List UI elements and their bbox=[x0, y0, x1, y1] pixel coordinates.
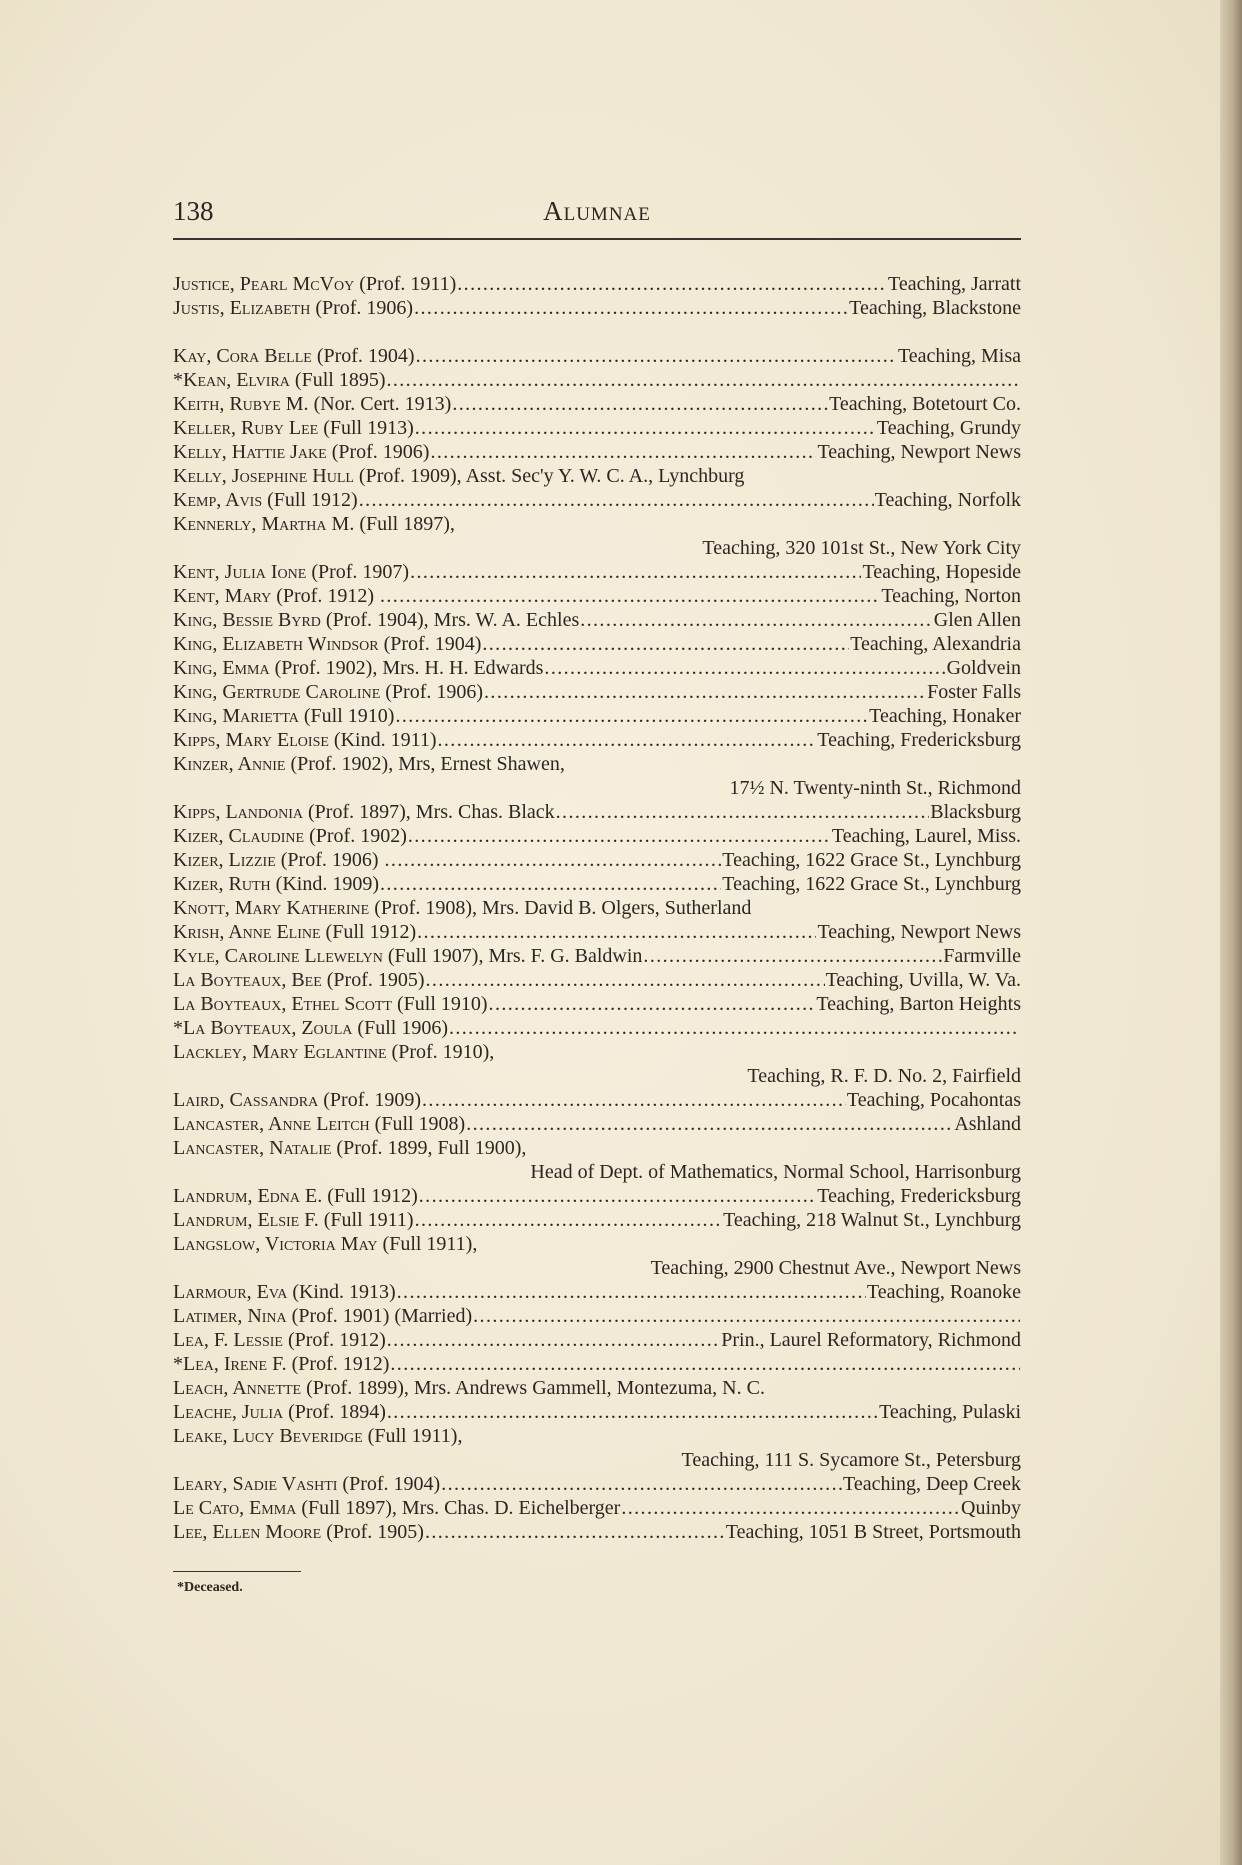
alumna-destination: Teaching, Uvilla, W. Va. bbox=[825, 969, 1021, 991]
alumna-name: Kent, Julia Ione bbox=[173, 561, 307, 583]
entry-line bbox=[173, 728, 1021, 752]
alumna-name: Keller, Ruby Lee bbox=[173, 417, 319, 439]
entry-line bbox=[173, 488, 1021, 512]
entry-line bbox=[173, 968, 1021, 992]
alumna-destination: Teaching, Grundy bbox=[876, 417, 1021, 439]
leader-dots bbox=[390, 1352, 1020, 1376]
alumna-entry bbox=[173, 752, 1021, 800]
alumnae-list bbox=[173, 272, 1021, 1544]
alumna-name: Kelly, Josephine Hull bbox=[173, 465, 354, 487]
alumna-name: Kipps, Landonia bbox=[173, 801, 304, 823]
alumna-name: *Kean, Elvira bbox=[173, 369, 290, 391]
alumna-entry bbox=[173, 632, 1021, 656]
alumna-info: (Prof. 1902), Mrs, Ernest Shawen, bbox=[285, 753, 565, 775]
alumna-info: (Prof. 1912) bbox=[286, 1353, 390, 1375]
alumna-name: King, Gertrude Caroline bbox=[173, 681, 381, 703]
entry-line bbox=[173, 920, 1021, 944]
alumna-entry bbox=[173, 272, 1021, 296]
alumna-destination: Teaching, Barton Heights bbox=[816, 993, 1021, 1015]
alumna-entry bbox=[173, 1136, 1021, 1184]
alumna-name: Kinzer, Annie bbox=[173, 753, 286, 775]
entry-line bbox=[173, 344, 1021, 368]
entry-line bbox=[173, 1472, 1021, 1496]
alumna-info: (Prof. 1901) (Married) bbox=[286, 1305, 473, 1327]
alumna-info: (Prof. 1899, Full 1900), bbox=[331, 1137, 527, 1159]
leader-dots bbox=[438, 728, 817, 752]
leader-dots bbox=[415, 416, 876, 440]
alumna-info: (Prof. 1902) bbox=[304, 825, 407, 847]
alumna-entry bbox=[173, 344, 1021, 368]
entry-line bbox=[173, 704, 1021, 728]
alumna-name: Leake, Lucy Beveridge bbox=[173, 1425, 363, 1447]
alumna-info: (Prof. 1908), Mrs. David B. Olgers, Sutherland bbox=[369, 897, 752, 919]
alumna-entry bbox=[173, 1184, 1021, 1208]
alumna-name: Kelly, Hattie Jake bbox=[173, 441, 327, 463]
alumna-entry bbox=[173, 872, 1021, 896]
section-gap bbox=[173, 320, 1021, 344]
alumna-info: (Prof. 1907) bbox=[306, 561, 410, 583]
alumna-destination: Teaching, Jarratt bbox=[888, 273, 1021, 295]
alumna-entry bbox=[173, 1280, 1021, 1304]
entry-line bbox=[173, 296, 1021, 320]
leader-dots bbox=[386, 368, 1020, 392]
leader-dots bbox=[556, 800, 930, 824]
alumna-entry bbox=[173, 992, 1021, 1016]
alumna-name: Lancaster, Anne Leitch bbox=[173, 1113, 370, 1135]
leader-dots bbox=[387, 1400, 878, 1424]
entry-line bbox=[173, 1328, 1021, 1352]
alumna-destination: Teaching, Roanoke bbox=[866, 1281, 1021, 1303]
alumna-entry bbox=[173, 1208, 1021, 1232]
leader-dots bbox=[416, 344, 897, 368]
leader-dots bbox=[419, 1184, 816, 1208]
alumna-info: (Prof. 1902), Mrs. H. H. Edwards bbox=[269, 657, 544, 679]
leader-dots bbox=[415, 1208, 723, 1232]
alumna-info: (Prof. 1909), Asst. Sec'y Y. W. C. A., Lynchburg bbox=[353, 465, 745, 487]
alumna-destination: Goldvein bbox=[946, 657, 1021, 679]
leader-dots bbox=[441, 1472, 842, 1496]
entry-continuation: Teaching, R. F. D. No. 2, Fairfield bbox=[747, 1065, 1021, 1087]
alumna-info: (Prof. 1897), Mrs. Chas. Black bbox=[303, 801, 555, 823]
alumna-info: (Prof. 1899), Mrs. Andrews Gammell, Montezuma, N. C. bbox=[301, 1377, 765, 1399]
alumna-destination: Foster Falls bbox=[927, 681, 1021, 703]
alumna-info: (Prof. 1906) bbox=[326, 441, 430, 463]
alumna-destination: Teaching, Newport News bbox=[817, 921, 1021, 943]
alumna-entry bbox=[173, 1016, 1021, 1040]
alumna-entry bbox=[173, 968, 1021, 992]
alumna-info: (Full 1913) bbox=[318, 417, 414, 439]
alumna-entry bbox=[173, 1376, 1021, 1400]
entry-line bbox=[173, 608, 1021, 632]
entry-line bbox=[173, 1088, 1021, 1112]
alumna-info: (Kind. 1913) bbox=[287, 1281, 396, 1303]
alumna-info: (Prof. 1911) bbox=[354, 273, 457, 295]
alumna-info: (Prof. 1905) bbox=[321, 969, 425, 991]
alumna-info: (Full 1912) bbox=[322, 1185, 418, 1207]
alumna-entry bbox=[173, 416, 1021, 440]
alumna-entry bbox=[173, 440, 1021, 464]
alumna-name: King, Marietta bbox=[173, 705, 299, 727]
alumna-destination: Teaching, Misa bbox=[897, 345, 1021, 367]
entry-line bbox=[173, 392, 1021, 416]
alumna-entry bbox=[173, 1304, 1021, 1328]
alumna-name: Lea, F. Lessie bbox=[173, 1329, 283, 1351]
leader-dots bbox=[457, 272, 887, 296]
entry-line bbox=[173, 440, 1021, 464]
alumna-info: (Full 1911), bbox=[377, 1233, 478, 1255]
entry-line bbox=[173, 1040, 1021, 1064]
page-edge bbox=[1220, 0, 1242, 1865]
entry-line bbox=[173, 1112, 1021, 1136]
alumna-name: Lancaster, Natalie bbox=[173, 1137, 332, 1159]
leader-dots bbox=[449, 1016, 1020, 1040]
entry-continuation: Head of Dept. of Mathematics, Normal School, Harrisonburg bbox=[530, 1161, 1021, 1183]
alumna-info: (Prof. 1912) bbox=[271, 585, 379, 607]
entry-line bbox=[173, 368, 1021, 392]
alumna-name: Kent, Mary bbox=[173, 585, 272, 607]
alumna-name: Krish, Anne Eline bbox=[173, 921, 321, 943]
entry-line bbox=[173, 680, 1021, 704]
alumna-entry bbox=[173, 920, 1021, 944]
alumna-info: (Prof. 1910), bbox=[386, 1041, 495, 1063]
entry-line bbox=[173, 1304, 1021, 1328]
alumna-info: (Full 1911) bbox=[318, 1209, 414, 1231]
entry-line bbox=[173, 824, 1021, 848]
leader-dots bbox=[380, 584, 880, 608]
alumna-entry bbox=[173, 296, 1021, 320]
entry-line bbox=[173, 992, 1021, 1016]
alumna-name: Leache, Julia bbox=[173, 1401, 284, 1423]
alumna-name: Leary, Sadie Vashti bbox=[173, 1473, 338, 1495]
alumna-destination: Quinby bbox=[961, 1497, 1021, 1519]
alumna-entry bbox=[173, 1232, 1021, 1280]
entry-line bbox=[173, 1400, 1021, 1424]
alumna-destination: Teaching, Blackstone bbox=[849, 297, 1021, 319]
alumna-name: Justis, Elizabeth bbox=[173, 297, 311, 319]
alumna-entry bbox=[173, 512, 1021, 560]
leader-dots bbox=[380, 872, 721, 896]
alumna-name: Kay, Cora Belle bbox=[173, 345, 312, 367]
leader-dots bbox=[473, 1304, 1020, 1328]
alumna-info: (Full 1910) bbox=[391, 993, 488, 1015]
footnote: *Deceased. bbox=[177, 1580, 243, 1595]
alumna-destination: Teaching, Pocahontas bbox=[846, 1089, 1021, 1111]
page-header bbox=[173, 196, 1021, 236]
entry-line bbox=[173, 272, 1021, 296]
alumna-entry bbox=[173, 1472, 1021, 1496]
leader-dots bbox=[417, 920, 816, 944]
alumna-entry bbox=[173, 1400, 1021, 1424]
alumna-name: Kizer, Lizzie bbox=[173, 849, 276, 871]
alumna-entry bbox=[173, 848, 1021, 872]
entry-line bbox=[173, 1352, 1021, 1376]
alumna-info: (Full 1912) bbox=[320, 921, 417, 943]
leader-dots bbox=[580, 608, 933, 632]
alumna-destination: Teaching, Newport News bbox=[817, 441, 1021, 463]
leader-dots bbox=[397, 1280, 866, 1304]
entry-line bbox=[173, 560, 1021, 584]
alumna-entry bbox=[173, 608, 1021, 632]
alumna-name: Kemp, Avis bbox=[173, 489, 263, 511]
entry-line bbox=[173, 1376, 1021, 1400]
alumna-entry bbox=[173, 464, 1021, 488]
leader-dots bbox=[544, 656, 945, 680]
leader-dots bbox=[395, 704, 868, 728]
entry-line bbox=[173, 1520, 1021, 1544]
entry-line bbox=[173, 1280, 1021, 1304]
entry-line bbox=[173, 848, 1021, 872]
alumna-info: (Full 1911), bbox=[362, 1425, 463, 1447]
alumna-info: (Kind. 1909) bbox=[270, 873, 379, 895]
alumna-info: (Prof. 1894) bbox=[283, 1401, 386, 1423]
entry-line bbox=[173, 416, 1021, 440]
leader-dots bbox=[387, 1328, 721, 1352]
alumna-entry bbox=[173, 1352, 1021, 1376]
alumna-info: (Full 1895) bbox=[289, 369, 386, 391]
entry-line bbox=[173, 1184, 1021, 1208]
entry-line bbox=[173, 1232, 1021, 1256]
alumna-entry bbox=[173, 1520, 1021, 1544]
alumna-name: Landrum, Edna E. bbox=[173, 1185, 323, 1207]
leader-dots bbox=[643, 944, 942, 968]
alumna-destination: Prin., Laurel Reformatory, Richmond bbox=[721, 1329, 1021, 1351]
alumna-entry bbox=[173, 704, 1021, 728]
leader-dots bbox=[430, 440, 816, 464]
alumna-destination: Teaching, Norton bbox=[881, 585, 1021, 607]
alumna-info: (Prof. 1904) bbox=[378, 633, 482, 655]
entry-line bbox=[173, 632, 1021, 656]
alumna-name: Leach, Annette bbox=[173, 1377, 302, 1399]
alumna-entry bbox=[173, 656, 1021, 680]
alumna-destination: Teaching, Laurel, Miss. bbox=[831, 825, 1021, 847]
entry-line bbox=[173, 512, 1021, 536]
alumna-info: (Prof. 1905) bbox=[321, 1521, 424, 1543]
alumna-name: Kizer, Claudine bbox=[173, 825, 305, 847]
alumna-info: (Kind. 1911) bbox=[328, 729, 437, 751]
leader-dots bbox=[482, 632, 849, 656]
alumna-info: (Prof. 1904) bbox=[311, 345, 415, 367]
alumna-name: La Boyteaux, Bee bbox=[173, 969, 322, 991]
alumna-name: Langslow, Victoria May bbox=[173, 1233, 378, 1255]
leader-dots bbox=[484, 680, 926, 704]
alumna-entry bbox=[173, 944, 1021, 968]
alumna-info: (Full 1910) bbox=[298, 705, 395, 727]
entry-continuation: 17½ N. Twenty-ninth St., Richmond bbox=[729, 777, 1021, 799]
entry-line bbox=[173, 584, 1021, 608]
alumna-entry bbox=[173, 560, 1021, 584]
alumna-info: (Full 1912) bbox=[262, 489, 358, 511]
alumna-entry bbox=[173, 1496, 1021, 1520]
entry-continuation: Teaching, 111 S. Sycamore St., Petersburg bbox=[681, 1449, 1021, 1471]
entry-continuation: Teaching, 320 101st St., New York City bbox=[702, 537, 1021, 559]
alumna-name: Kennerly, Martha M. bbox=[173, 513, 355, 535]
alumna-info: (Full 1906) bbox=[352, 1017, 448, 1039]
alumna-entry bbox=[173, 824, 1021, 848]
alumna-destination: Teaching, Hopeside bbox=[862, 561, 1021, 583]
alumna-info: (Full 1897), Mrs. Chas. D. Eichelberger bbox=[296, 1497, 621, 1519]
footnote-rule bbox=[173, 1571, 301, 1572]
alumna-name: La Boyteaux, Ethel Scott bbox=[173, 993, 392, 1015]
alumna-info: (Nor. Cert. 1913) bbox=[308, 393, 452, 415]
alumna-info: (Prof. 1912) bbox=[282, 1329, 386, 1351]
header-rule bbox=[173, 238, 1021, 240]
entry-line bbox=[173, 1496, 1021, 1520]
leader-dots bbox=[425, 1520, 725, 1544]
alumna-entry bbox=[173, 896, 1021, 920]
alumna-name: King, Bessie Byrd bbox=[173, 609, 321, 631]
alumna-destination: Ashland bbox=[954, 1113, 1021, 1135]
alumna-destination: Teaching, 218 Walnut St., Lynchburg bbox=[723, 1209, 1021, 1231]
alumna-destination: Teaching, Alexandria bbox=[850, 633, 1021, 655]
alumna-entry bbox=[173, 1112, 1021, 1136]
alumna-name: Justice, Pearl McVoy bbox=[173, 273, 355, 295]
leader-dots bbox=[466, 1112, 953, 1136]
alumna-info: (Prof. 1904), Mrs. W. A. Echles bbox=[320, 609, 580, 631]
leader-dots bbox=[422, 1088, 846, 1112]
alumna-entry bbox=[173, 488, 1021, 512]
alumna-info: (Prof. 1909) bbox=[318, 1089, 422, 1111]
alumna-info: (Prof. 1904) bbox=[337, 1473, 441, 1495]
alumna-entry bbox=[173, 1088, 1021, 1112]
alumna-destination: Teaching, Pulaski bbox=[879, 1401, 1021, 1423]
alumna-name: Lee, Ellen Moore bbox=[173, 1521, 322, 1543]
alumna-destination: Teaching, Fredericksburg bbox=[817, 729, 1021, 751]
alumna-destination: Teaching, Norfolk bbox=[874, 489, 1021, 511]
entry-line bbox=[173, 656, 1021, 680]
alumna-name: Landrum, Elsie F. bbox=[173, 1209, 319, 1231]
alumna-destination: Teaching, Deep Creek bbox=[843, 1473, 1021, 1495]
alumna-entry bbox=[173, 1328, 1021, 1352]
entry-line bbox=[173, 896, 1021, 920]
alumna-name: *La Boyteaux, Zoula bbox=[173, 1017, 353, 1039]
entry-line bbox=[173, 1208, 1021, 1232]
alumna-name: Le Cato, Emma bbox=[173, 1497, 297, 1519]
running-head: Alumnae bbox=[543, 196, 651, 226]
alumna-entry bbox=[173, 1424, 1021, 1472]
alumna-name: Larmour, Eva bbox=[173, 1281, 288, 1303]
alumna-entry bbox=[173, 728, 1021, 752]
leader-dots bbox=[489, 992, 816, 1016]
alumna-info: (Full 1907), Mrs. F. G. Baldwin bbox=[382, 945, 643, 967]
alumna-entry bbox=[173, 1040, 1021, 1088]
alumna-destination: Teaching, Fredericksburg bbox=[817, 1185, 1021, 1207]
alumna-destination: Farmville bbox=[943, 945, 1021, 967]
leader-dots bbox=[414, 296, 848, 320]
entry-line bbox=[173, 872, 1021, 896]
alumna-name: King, Emma bbox=[173, 657, 270, 679]
leader-dots bbox=[408, 824, 831, 848]
alumna-info: (Prof. 1906) bbox=[380, 681, 484, 703]
alumna-name: Latimer, Nina bbox=[173, 1305, 287, 1327]
entry-line bbox=[173, 752, 1021, 776]
alumna-destination: Teaching, Honaker bbox=[869, 705, 1021, 727]
page-number: 138 bbox=[173, 196, 214, 226]
alumna-info: (Prof. 1906) bbox=[310, 297, 414, 319]
alumna-destination: Glen Allen bbox=[933, 609, 1021, 631]
alumna-name: *Lea, Irene F. bbox=[173, 1353, 287, 1375]
alumna-entry bbox=[173, 368, 1021, 392]
leader-dots bbox=[621, 1496, 960, 1520]
alumna-name: Knott, Mary Katherine bbox=[173, 897, 370, 919]
alumna-destination: Teaching, 1622 Grace St., Lynchburg bbox=[722, 873, 1021, 895]
alumna-info: (Prof. 1906) bbox=[275, 849, 384, 871]
leader-dots bbox=[452, 392, 828, 416]
leader-dots bbox=[426, 968, 825, 992]
entry-line bbox=[173, 944, 1021, 968]
alumna-name: Keith, Rubye M. bbox=[173, 393, 309, 415]
alumna-name: Kyle, Caroline Llewelyn bbox=[173, 945, 383, 967]
alumna-destination: Teaching, 1051 B Street, Portsmouth bbox=[725, 1521, 1021, 1543]
entry-line bbox=[173, 800, 1021, 824]
leader-dots bbox=[385, 848, 722, 872]
alumna-name: Lackley, Mary Eglantine bbox=[173, 1041, 387, 1063]
alumna-destination: Teaching, 1622 Grace St., Lynchburg bbox=[722, 849, 1021, 871]
alumna-name: King, Elizabeth Windsor bbox=[173, 633, 379, 655]
entry-line bbox=[173, 464, 1021, 488]
entry-continuation: Teaching, 2900 Chestnut Ave., Newport News bbox=[650, 1257, 1021, 1279]
alumna-info: (Full 1908) bbox=[369, 1113, 466, 1135]
leader-dots bbox=[410, 560, 861, 584]
alumna-entry bbox=[173, 680, 1021, 704]
entry-line bbox=[173, 1424, 1021, 1448]
alumna-name: Laird, Cassandra bbox=[173, 1089, 319, 1111]
alumna-entry bbox=[173, 584, 1021, 608]
entry-line bbox=[173, 1016, 1021, 1040]
alumna-destination: Teaching, Botetourt Co. bbox=[829, 393, 1021, 415]
leader-dots bbox=[359, 488, 874, 512]
entry-line bbox=[173, 1136, 1021, 1160]
alumna-destination: Blacksburg bbox=[930, 801, 1021, 823]
alumna-entry bbox=[173, 800, 1021, 824]
alumna-name: Kizer, Ruth bbox=[173, 873, 271, 895]
alumna-info: (Full 1897), bbox=[354, 513, 455, 535]
alumna-entry bbox=[173, 392, 1021, 416]
alumna-name: Kipps, Mary Eloise bbox=[173, 729, 329, 751]
